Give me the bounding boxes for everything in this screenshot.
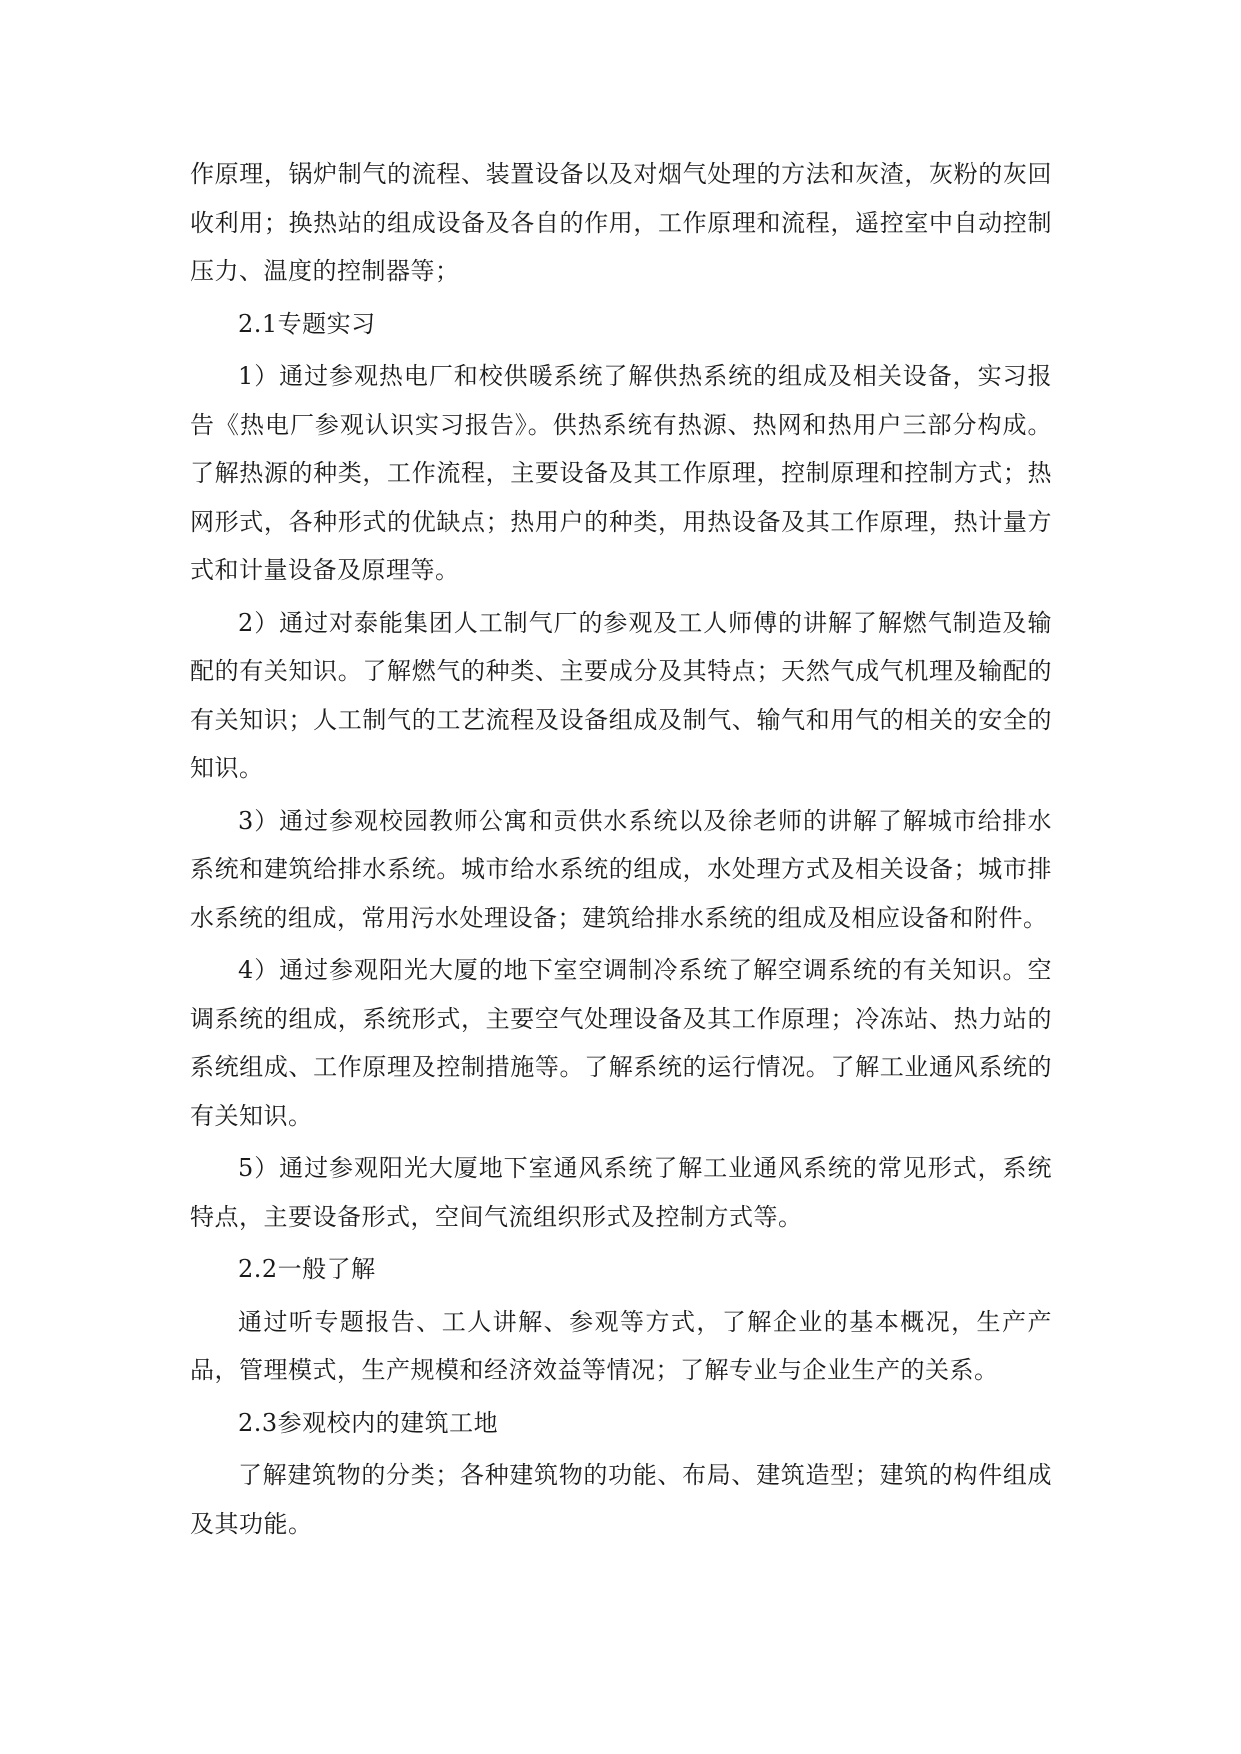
- paragraph-item-5: 5）通过参观阳光大厦地下室通风系统了解工业通风系统的常见形式，系统特点，主要设备形式，空间气流组织形式及控制方式等。: [190, 1154, 1052, 1231]
- paragraph-item-1: 1）通过参观热电厂和校供暖系统了解供热系统的组成及相关设备，实习报告《热电厂参观认识实习报告》。供热系统有热源、热网和热用户三部分构成。了解热源的种类，工作流程，主要设备及其工作原理，控制原理和控制方式；热网形式，各种形式的优缺点；热用户的种类，用热设备及其工作原理，热计量方式和计量设备及原理等。: [190, 362, 1052, 584]
- section-heading-2-1: 2.1专题实习: [238, 309, 376, 338]
- paragraph-general: 通过听专题报告、工人讲解、参观等方式，了解企业的基本概况，生产产品，管理模式，生产规模和经济效益等情况；了解专业与企业生产的关系。: [190, 1307, 1052, 1384]
- paragraph-item-4: 4）通过参观阳光大厦的地下室空调制冷系统了解空调系统的有关知识。空调系统的组成，系统形式，主要空气处理设备及其工作原理；冷冻站、热力站的系统组成、工作原理及控制措施等。了解系统的运行情况。了解工业通风系统的有关知识。: [190, 956, 1052, 1130]
- paragraph-construction: 了解建筑物的分类；各种建筑物的功能、布局、建筑造型；建筑的构件组成及其功能。: [190, 1461, 1052, 1538]
- paragraph-item-3: 3）通过参观校园教师公寓和贡供水系统以及徐老师的讲解了解城市给排水系统和建筑给排水系统。城市给水系统的组成，水处理方式及相关设备；城市排水系统的组成，常用污水处理设备；建筑给排水系统的组成及相应设备和附件。: [190, 806, 1052, 932]
- section-heading-2-2: 2.2一般了解: [238, 1255, 376, 1283]
- section-heading-2-3: 2.3参观校内的建筑工地: [238, 1408, 499, 1437]
- paragraph-continuation: 作原理，锅炉制气的流程、装置设备以及对烟气处理的方法和灰渣，灰粉的灰回收利用；换热站的组成设备及各自的作用，工作原理和流程，遥控室中自动控制压力、温度的控制器等；: [190, 160, 1052, 285]
- document-body: [190, 150, 1052, 1552]
- paragraph-item-2: 2）通过对泰能集团人工制气厂的参观及工人师傅的讲解了解燃气制造及输配的有关知识。了解燃气的种类、主要成分及其特点；天然气成气机理及输配的有关知识；人工制气的工艺流程及设备组成及制气、输气和用气的相关的安全的知识。: [190, 608, 1052, 782]
